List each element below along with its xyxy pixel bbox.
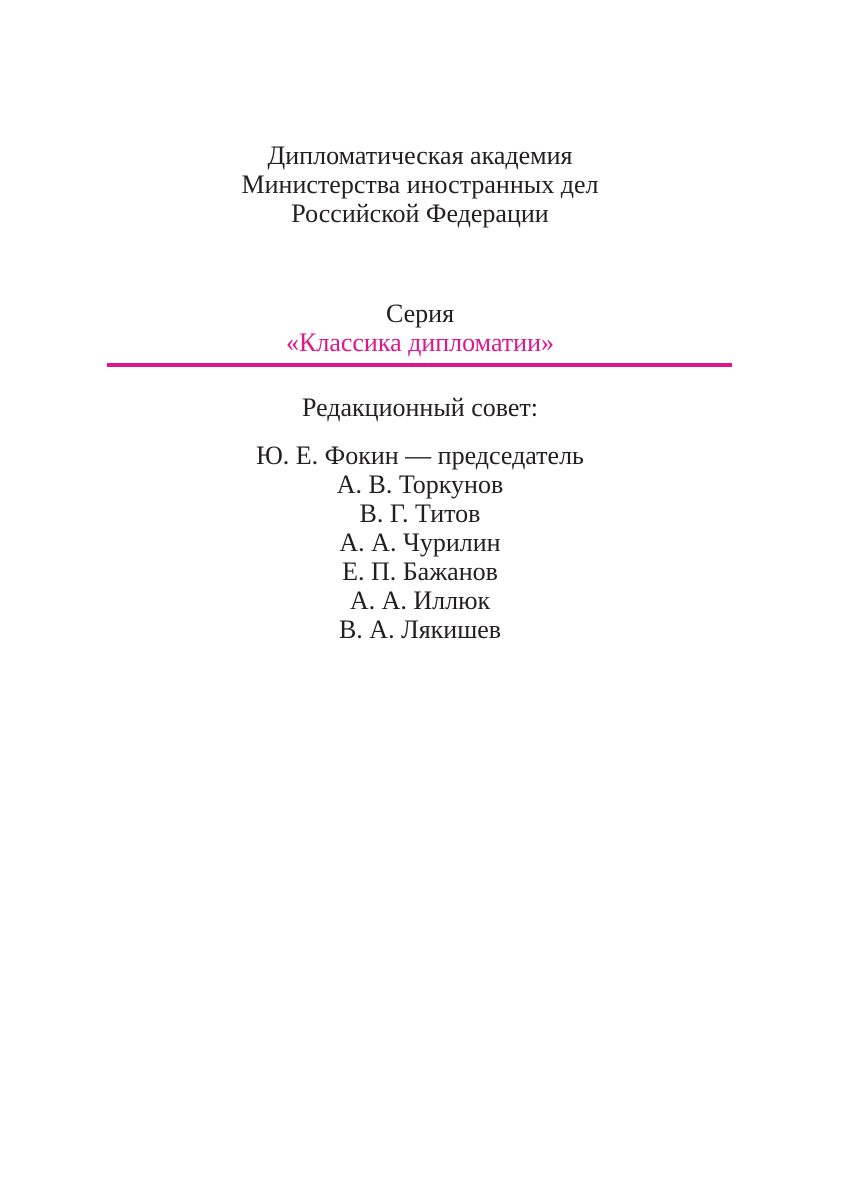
institution-line: Дипломатическая академия (267, 141, 573, 170)
series-title: «Классика дипломатии» (286, 328, 554, 357)
series-divider (107, 363, 732, 367)
editorial-board-list (0, 441, 840, 644)
editorial-board-heading: Редакционный совет: (301, 393, 539, 422)
institution-line: Министерства иностранных дел (241, 170, 599, 199)
board-member: Е. П. Бажанов (342, 557, 498, 586)
board-member: А. А. Чурилин (339, 528, 501, 557)
board-member: А. А. Иллюк (349, 586, 491, 615)
board-member: В. Г. Титов (359, 499, 481, 528)
series-label: Серия (385, 299, 455, 328)
institution-name (0, 141, 840, 228)
board-member: В. А. Лякишев (338, 615, 502, 644)
board-member: Ю. Е. Фокин — председатель (256, 441, 584, 470)
board-member: А. В. Торкунов (336, 470, 504, 499)
institution-line: Российской Федерации (291, 199, 549, 228)
series-block (0, 299, 840, 357)
